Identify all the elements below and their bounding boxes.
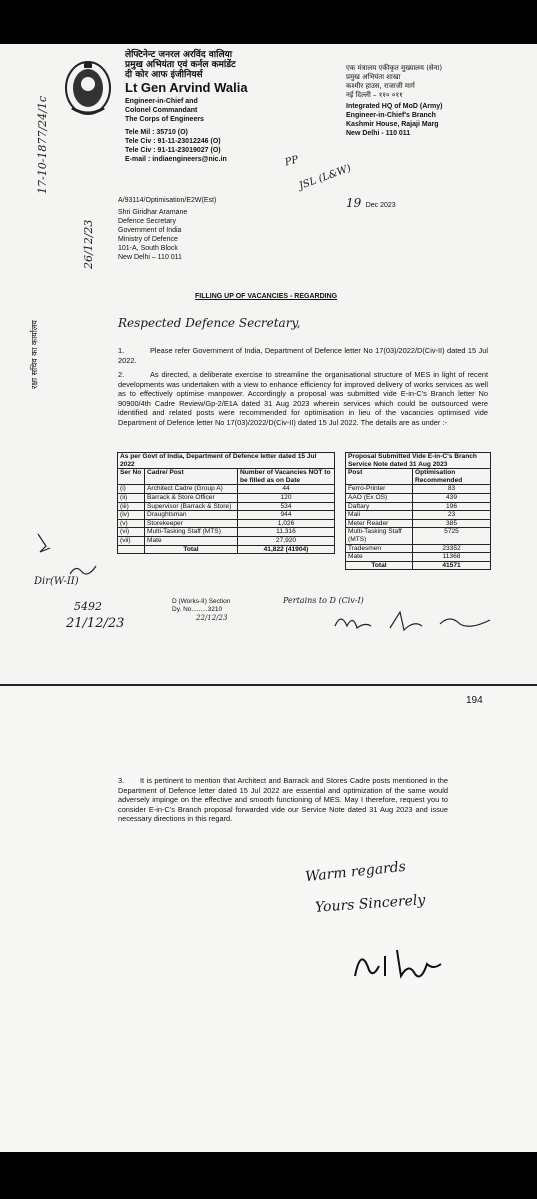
initials-jsl: JSL (L&W): [297, 163, 353, 192]
cell: (ii): [118, 493, 145, 502]
addressee-line-1: Shri Giridhar Aramane: [118, 209, 188, 216]
table-row: [118, 519, 335, 528]
corps-emblem: [62, 58, 114, 118]
bottom-note-number: 5492: [74, 600, 102, 613]
salutation: Respected Defence Secretary,: [118, 316, 301, 330]
table-row: [346, 502, 491, 511]
para1-text: Please refer Government of India, Department of Defence letter No 17(03)/2022/D(Civ-II) dated 15 Jul 2022.: [118, 346, 488, 365]
addressee-line-4: Ministry of Defence: [118, 236, 178, 243]
margin-note-diary-number: 17-10-1877/24/1c: [36, 96, 49, 194]
letterhead-hindi-1: लेफ्टिनेन्ट जनरल अरविंद वालिया: [125, 50, 233, 60]
right-table-title: Proposal Submitted Vide E-in-C's Branch Service Note dated 31 Aug 2023: [346, 453, 491, 469]
margin-note-date: 26/12/23: [82, 219, 95, 269]
cell: 11368: [413, 553, 491, 562]
tele-civ-2: Tele Civ : 91-11-23019027 (O): [125, 147, 221, 154]
right-hindi-3: कश्मीर हाउस, राजाजी मार्ग: [346, 82, 415, 90]
vacancies-table-govt: [117, 452, 335, 554]
right-line-2: Engineer-in-Chief's Branch: [346, 112, 436, 119]
cell: 439: [413, 493, 491, 502]
cell: Ferro-Printer: [346, 485, 413, 494]
cell: Meter Reader: [346, 519, 413, 528]
cell: 1,026: [238, 519, 335, 528]
cell: 534: [238, 502, 335, 511]
bottom-note-date: 21/12/23: [66, 616, 125, 631]
left-header-post: Cadre/ Post: [145, 469, 238, 485]
section-date: 22/12/23: [196, 614, 228, 622]
addressee-line-3: Government of India: [118, 227, 182, 234]
closing-warm-regards: Warm regards: [304, 858, 407, 886]
cell: Storekeeper: [145, 519, 238, 528]
cell: 385: [413, 519, 491, 528]
cell: 120: [238, 493, 335, 502]
cell: Barrack & Store Officer: [145, 493, 238, 502]
table-row: [346, 553, 491, 562]
letterhead-name: Lt Gen Arvind Walia: [125, 80, 248, 95]
cell: 27,920: [238, 536, 335, 545]
cell: (i): [118, 485, 145, 494]
left-table-title: As per Govt of India, Department of Defence letter dated 15 Jul 2022: [118, 453, 335, 469]
table-row: [118, 511, 335, 520]
table-row: [346, 519, 491, 528]
cell: Tradesmen: [346, 544, 413, 553]
cell: AAO (Ex OS): [346, 493, 413, 502]
left-header-vacancies: Number of Vacancies NOT to be filled as on Date: [238, 469, 335, 485]
cell: Draughtsman: [145, 511, 238, 520]
cell: 5725: [413, 528, 491, 544]
total-value: 41571: [413, 561, 491, 570]
table-row: [118, 485, 335, 494]
date-month-year: Dec 2023: [365, 202, 396, 209]
letterhead-title-2: Colonel Commandant: [125, 107, 198, 114]
cell: Architect Cadre (Group A): [145, 485, 238, 494]
total-label: Total: [346, 561, 413, 570]
table-row: [346, 485, 491, 494]
total-label: Total: [145, 545, 238, 554]
reference-number: A/93114/Optimisation/E2W(Est): [118, 197, 217, 204]
table-row: [346, 511, 491, 520]
cell: Daftary: [346, 502, 413, 511]
cell: Multi-Tasking Staff (MTS): [145, 528, 238, 537]
right-hindi-4: नई दिल्ली – ११० ०११: [346, 91, 403, 99]
section-dy-no: Dy. No.........3210: [172, 606, 223, 613]
cell: Supervisor (Barrack & Store): [145, 502, 238, 511]
letterhead-hindi-3: दी कोर आफ इंजीनियर्स: [125, 70, 203, 80]
para3-text: It is pertinent to mention that Architect and Barrack and Stores Cadre posts mentioned in the Department of Defence letter dated 15 Jul 2022 are essential and optimization of the same would adversely impinge on the effective and smooth functioning of MES. May I therefore, request you to consider E-in-C's Branch proposal forwarded vide our Service Note dated 31 Aug 2023 and issue necessary directions in this regard.: [118, 776, 448, 824]
cell: Mate: [346, 553, 413, 562]
table-total-row: [118, 545, 335, 554]
subject: FILLING UP OF VACANCIES - REGARDING: [195, 293, 338, 300]
cell: 83: [413, 485, 491, 494]
initials-pp: PP: [283, 154, 300, 169]
cell: 11,316: [238, 528, 335, 537]
letter-page-1: [0, 44, 537, 684]
table-row: [346, 528, 491, 544]
cell: 44: [238, 485, 335, 494]
email: E-mail : indiaengineers@nic.in: [125, 156, 227, 163]
table-row: [118, 493, 335, 502]
letterhead-title-1: Engineer-in-Chief and: [125, 98, 198, 105]
letterhead-hindi-2: प्रमुख अभियंता एवं कर्नल कमांडेंट: [125, 60, 236, 70]
cell: Multi-Tasking Staff (MTS): [346, 528, 413, 544]
table-row: [346, 493, 491, 502]
cell: 196: [413, 502, 491, 511]
scribble-margin: [30, 524, 110, 584]
closing-yours-sincerely: Yours Sincerely: [314, 892, 426, 916]
cell: (iv): [118, 511, 145, 520]
right-line-4: New Delhi - 110 011: [346, 130, 411, 137]
addressee-line-2: Defence Secretary: [118, 218, 176, 225]
optimisation-table-proposal: [345, 452, 491, 570]
right-line-1: Integrated HQ of MoD (Army): [346, 103, 443, 110]
para1-number: 1.: [118, 346, 125, 355]
right-header-post: Post: [346, 469, 413, 485]
table-total-row: [346, 561, 491, 570]
right-hindi-2: प्रमुख अभियंता शाखा: [346, 73, 401, 81]
para3-number: 3.: [118, 776, 125, 785]
section-stamp: D (Works-II) Section: [172, 598, 231, 605]
addressee-line-5: 101-A, South Block: [118, 245, 178, 252]
cell: Mate: [145, 536, 238, 545]
para2-number: 2.: [118, 370, 125, 379]
cell: (vi): [118, 528, 145, 537]
letterhead-title-3: The Corps of Engineers: [125, 116, 204, 123]
scribble-signatures: [330, 606, 530, 636]
margin-stamp-hindi: रक्षा सचिव का कार्यालय: [30, 320, 39, 389]
table-row: [118, 528, 335, 537]
addressee-line-6: New Delhi – 110 011: [118, 254, 182, 261]
cell: (iii): [118, 502, 145, 511]
table-row: [118, 536, 335, 545]
table-row: [346, 544, 491, 553]
cell: (v): [118, 519, 145, 528]
total-value: 41,822 (41904): [238, 545, 335, 554]
right-header-optimisation: Optimisation Recommended: [413, 469, 491, 485]
cell: Mali: [346, 511, 413, 520]
letter-page-2: [0, 686, 537, 1152]
pertains-note: Pertains to D (Civ-I): [283, 596, 364, 605]
cell: 23: [413, 511, 491, 520]
cell: 944: [238, 511, 335, 520]
signature-image: [345, 936, 465, 986]
page-number: 194: [466, 695, 483, 706]
dir-note: Dir(W-II): [34, 576, 79, 587]
cell: 23352: [413, 544, 491, 553]
right-hindi-1: एक मंत्रालय एकीकृत मुख्यालय (सेना): [346, 64, 443, 72]
table-row: [118, 502, 335, 511]
para2-text: As directed, a deliberate exercise to streamline the organisational structure of MES in light of recent developments was undertaken with a view to enhance efficiency for improved delivery of works services as well as to effectively optimise manpower. Accordingly a proposal was submitted vide E-in-C's Branch letter No 90900/4th Cadre Review/Gp-2/E1A dated 31 Aug 2023 wherein services which could be outsourced were identified and related posts were recommended for optimisation in lieu of the vacancies optimised vide Department of Defence letter No 17(03)/2022/D(Civ-II) dated 15 Jul 2022. The details are as under :-: [118, 370, 488, 427]
cell: (vii): [118, 536, 145, 545]
date-day: 19: [346, 196, 362, 210]
right-line-3: Kashmir House, Rajaji Marg: [346, 121, 439, 128]
tele-mil: Tele Mil : 35710 (O): [125, 129, 188, 136]
left-header-ser: Ser No: [118, 469, 145, 485]
tele-civ-1: Tele Civ : 91-11-23012246 (O): [125, 138, 221, 145]
